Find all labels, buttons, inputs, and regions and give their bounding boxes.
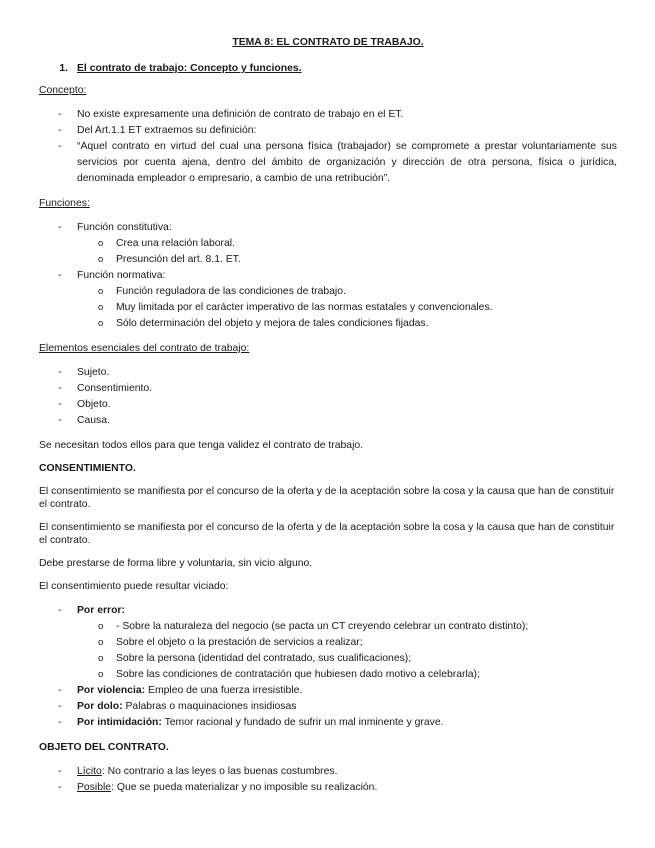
vicios-list [39, 603, 617, 731]
document-title: TEMA 8: EL CONTRATO DE TRABAJO. [232, 37, 424, 48]
list-item: - “Aquel contrato en virtud del cual una persona física (trabajador) se compromete a prestar voluntariamente sus servicios por cuenta ajena, dentro del ámbito de organización y dirección de otra persona, física o jurídica, denominada empleador o empresario, a cambio de una retribución”. [39, 139, 617, 187]
paragraph: El consentimiento se manifiesta por el concurso de la oferta y de la aceptación sobre la cosa y la causa que han de constituir el contrato. [39, 522, 615, 546]
elementos-label: Elementos esenciales del contrato de trabajo: [39, 343, 250, 354]
list-item: - Sujeto. [39, 365, 617, 381]
sublist-item: o Sobre el objeto o la prestación de servicios a realizar; [39, 635, 617, 651]
list-item: - Del Art.1.1 ET extraemos su definición: [39, 123, 617, 139]
paragraph: El consentimiento puede resultar viciado: [39, 581, 229, 592]
funciones-list [39, 220, 617, 332]
list-item: - Función constitutiva: o Crea una relación laboral. o Presunción del art. 8.1. ET. [39, 220, 617, 268]
objeto-list [39, 764, 617, 796]
section-heading [39, 62, 617, 75]
elementos-note: Se necesitan todos ellos para que tenga validez el contrato de trabajo. [39, 440, 364, 451]
sublist-item: o Sobre la persona (identidad del contratado, sus cualificaciones); [39, 651, 617, 667]
sublist-item: o Función reguladora de las condiciones de trabajo. [39, 284, 617, 300]
concepto-list [39, 107, 617, 187]
consentimiento-heading: CONSENTIMIENTO. [39, 463, 136, 474]
objeto-heading: OBJETO DEL CONTRATO. [39, 742, 169, 753]
paragraph: El consentimiento se manifiesta por el concurso de la oferta y de la aceptación sobre la cosa y la causa que han de constituir el contrato. [39, 486, 615, 510]
elementos-list [39, 365, 617, 429]
sublist-item: o Muy limitada por el carácter imperativo de las normas estatales y convencionales. [39, 300, 617, 316]
list-item: - No existe expresamente una definición de contrato de trabajo en el ET. [39, 107, 617, 123]
list-item: - Por error: o - Sobre la naturaleza del negocio (se pacta un CT creyendo celebrar un contrato distinto); o Sobre el objeto o la prestación de servicios a realizar; o Sobre la persona (identidad del contratado, sus cualificaciones); o Sobre las condiciones de contratación que hubiesen dado motivo a celebrarla); [39, 603, 617, 683]
list-item: - Por violencia: Empleo de una fuerza irresistible. [39, 683, 617, 699]
sublist-item: o Sobre las condiciones de contratación que hubiesen dado motivo a celebrarla); [39, 667, 617, 683]
sublist [77, 619, 617, 683]
section-number: 1. [59, 63, 68, 74]
sublist-item: o Presunción del art. 8.1. ET. [39, 252, 617, 268]
list-item: - Posible: Que se pueda materializar y no imposible su realización. [39, 780, 617, 796]
list-item: - Por intimidación: Temor racional y fundado de sufrir un mal inminente y grave. [39, 715, 617, 731]
sublist [77, 236, 617, 268]
document-page [39, 36, 617, 806]
concepto-label: Concepto: [39, 85, 87, 96]
sublist [77, 284, 617, 332]
list-item: - Lícito: No contrario a las leyes o las buenas costumbres. [39, 764, 617, 780]
list-item: - Consentimiento. [39, 381, 617, 397]
funciones-label: Funciones: [39, 198, 90, 209]
list-item: - Por dolo: Palabras o maquinaciones insidiosas [39, 699, 617, 715]
sublist-item: o - Sobre la naturaleza del negocio (se pacta un CT creyendo celebrar un contrato distinto); [39, 619, 617, 635]
list-item: - Causa. [39, 413, 617, 429]
sublist-item: o Crea una relación laboral. [39, 236, 617, 252]
list-item: - Objeto. [39, 397, 617, 413]
paragraph: Debe prestarse de forma libre y voluntaria, sin vicio alguno. [39, 558, 313, 569]
sublist-item: o Sólo determinación del objeto y mejora de tales condiciones fijadas. [39, 316, 617, 332]
list-item: - Función normativa: o Función reguladora de las condiciones de trabajo. o Muy limitada por el carácter imperativo de las normas estatales y convencionales. o Sólo determinación del objeto y mejora de tales condiciones fijadas. [39, 268, 617, 332]
section-heading-text: El contrato de trabajo: Concepto y funciones. [77, 63, 302, 74]
